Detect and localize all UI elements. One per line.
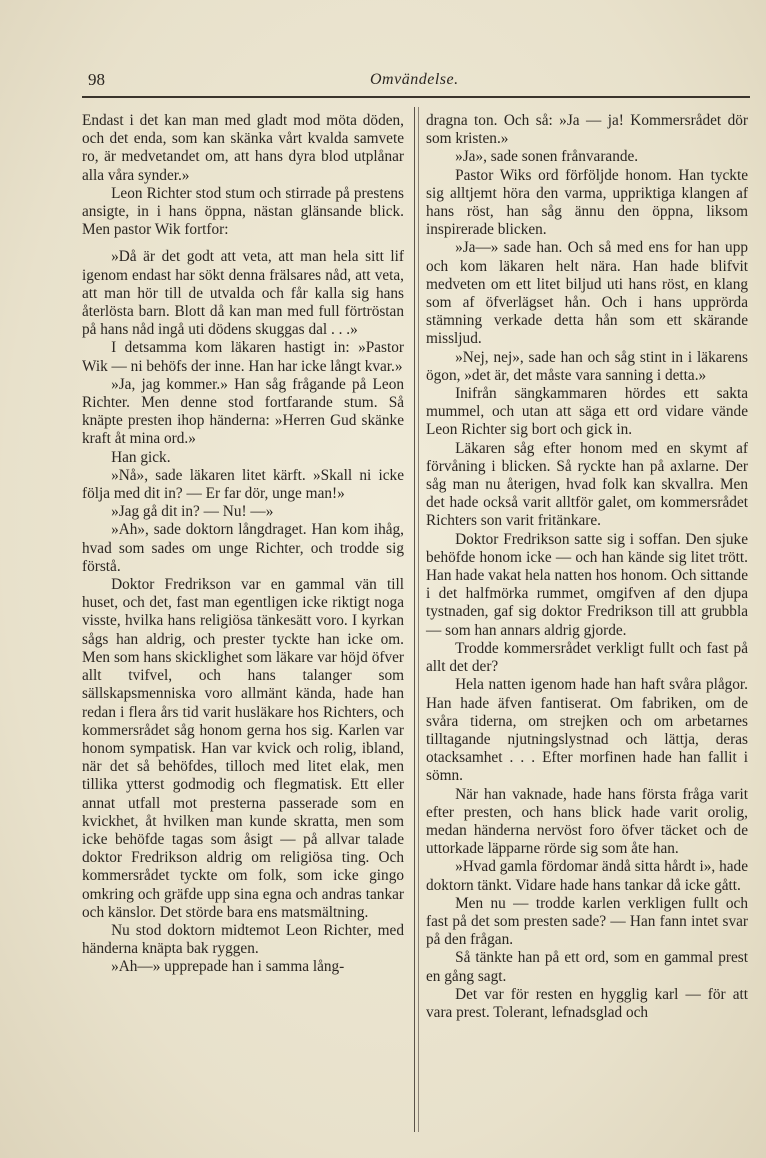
paragraph: »Jag gå dit in? — Nu! —» xyxy=(111,503,274,521)
paragraph: Så tänkte han på ett ord, som en gammal prest en gång sagt. xyxy=(426,949,748,985)
paragraph: I detsamma kom läkaren hastigt in: »Pastor Wik — ni behöfs der inne. Han har icke långt kvar.» xyxy=(82,339,404,375)
paragraph: dragna ton. Och så: »Ja — ja! Kommersrådet dör som kristen.» xyxy=(426,112,748,148)
paragraph: »Ja—» sade han. Och så med ens for han upp och kom läkaren helt nära. Han hade blifvit medveten om ett litet biljud uti hans röst, en klang som af öfverlägset hån. Och i hans upprörda stämning verkade detta hån som ett skärande missljud. xyxy=(426,239,748,348)
column-divider-secondary xyxy=(418,107,419,1132)
paragraph: Inifrån sängkammaren hördes ett sakta mummel, och utan att säga ett ord vidare vände Leon Richter sig bort och gick in. xyxy=(426,385,748,439)
paragraph: Pastor Wiks ord förföljde honom. Han tyckte sig alltjemt höra den varma, uppriktiga klangen af hans röst, han såg ännu den öppna, liksom inspirerade blicken. xyxy=(426,166,748,239)
left-column xyxy=(82,112,404,977)
paragraph: »Nå», sade läkaren litet kärft. »Skall ni icke följa med dit in? — Er far dör, unge man!» xyxy=(82,466,404,503)
paragraph: Läkaren såg efter honom med en skymt af förvåning i blicken. Så ryckte han på axlarne. Der såg man nu återigen, hvad folk kan skvallra. Men det hade också varit alltför galet, om kommersrådet Richters son varit fritänkare. xyxy=(426,439,748,530)
header-rule xyxy=(82,96,750,98)
paragraph: »Ja, jag kommer.» Han såg frågande på Leon Richter. Men denne stod fortfarande stum. Så knäpte presten ihop händerna: »Herren Gud skänke kraft åt mina ord.» xyxy=(82,375,404,448)
paragraph: Endast i det kan man med gladt mod möta döden, och det enda, som kan skänka vårt kvalda samvete ro, är medvetandet om, att hans dyra blod utplånar alla våra synder.» xyxy=(82,112,404,184)
paragraph: »Nej, nej», sade han och såg stint in i läkarens ögon, »det är, det måste vara sanning i detta.» xyxy=(426,348,748,384)
paragraph: När han vaknade, hade hans första fråga varit efter presten, och hans blick hade varit orolig, medan händerna nervöst foro öfver täcket och de uttorkade läpparne rörde sig som åte han. xyxy=(426,785,748,858)
right-column xyxy=(426,112,748,1022)
paragraph: Leon Richter stod stum och stirrade på prestens ansigte, in i hans öppna, nästan glänsande blick. Men pastor Wik fortfor: xyxy=(82,184,404,239)
paragraph: Trodde kommersrådet verkligt fullt och fast på allt det der? xyxy=(426,639,748,676)
paragraph: »Ja», sade sonen frånvarande. xyxy=(455,148,639,166)
column-divider xyxy=(414,107,415,1132)
paragraph: Han gick. xyxy=(111,448,171,466)
paragraph: Hela natten igenom hade han haft svåra plågor. Han hade äfven fantiserat. Om fabriken, om de svåra tiderna, om strejken och om arbetarnes tilltagande njutningslystnad och lättja, deras otacksamhet . . . Efter morfinen hade han fallit i sömn. xyxy=(426,676,748,785)
paragraph: Det var för resten en hygglig karl — för att vara prest. Tolerant, lefnadsglad och xyxy=(426,985,748,1021)
paragraph: »Då är det godt att veta, att man hela sitt lif igenom endast har sökt denna frälsares nåd, att veta, att man hör till de utvalda och får kalla sig hans återlösta barn. Blott då kan man med full förtröstan på hans nåd ingå uti dödens skuggas dal . . .» xyxy=(82,248,404,339)
paragraph: »Ah—» upprepade han i samma lång- xyxy=(111,958,345,976)
paragraph: Doktor Fredrikson var en gammal vän till huset, och det, fast man egentligen icke riktigt noga visste, hvilka hans religiösa tänkesätt voro. I kyrkan sågs han aldrig, och prester tyckte han icke om. Men som hans skicklighet som läkare var höjd öfver allt tvifvel, och hans talanger som sällskapsmenniska voro allmänt kända, hade han redan i flera års tid varit husläkare hos Richters, och kommersrådet såg honom gerna hos sig. Karlen var honom sympatisk. Han var kvick och rolig, ibland, när det så behöfdes, tilloch med litet elak, men tillika ytterst godmodig och flegmatisk. Ett eller annat utfall mot presterna passerade som en kvickhet, åt hvilken man kunde skratta, men som icke behöfde tagas som åsigt — på allvar talade doktor Fredrikson aldrig om religiösa ting. Och kommersrådet tyckte om folk, som icke gingo omkring och gräfde upp sina egna och andras tankar och känslor. Det störde bara ens matsmältning. xyxy=(82,576,404,921)
page-header xyxy=(88,70,748,94)
paragraph: Men nu — trodde karlen verkligen fullt och fast på det som presten sade? — Han fann intet svar på den frågan. xyxy=(426,894,748,949)
paragraph: Nu stod doktorn midtemot Leon Richter, med händerna knäpta bak ryggen. xyxy=(82,921,404,958)
running-title: Omvändelse. xyxy=(370,71,459,88)
paragraph: Doktor Fredrikson satte sig i soffan. Den sjuke behöfde honom icke — och han kände sig litet trött. Han hade vakat hela natten hos honom. Och sittande i det halfmörka rummet, omgifven af den djupa tystnaden, gaf sig doktor Fredrikson till att grubbla — som han annars aldrig gjorde. xyxy=(426,530,748,639)
page-number: 98 xyxy=(88,70,105,89)
paragraph: »Ah», sade doktorn långdraget. Han kom ihåg, hvad som sades om unge Richter, och trodde sig förstå. xyxy=(82,521,404,575)
paragraph: »Hvad gamla fördomar ändå sitta hårdt i», hade doktorn tänkt. Vidare hade hans tankar då icke gått. xyxy=(426,858,748,894)
